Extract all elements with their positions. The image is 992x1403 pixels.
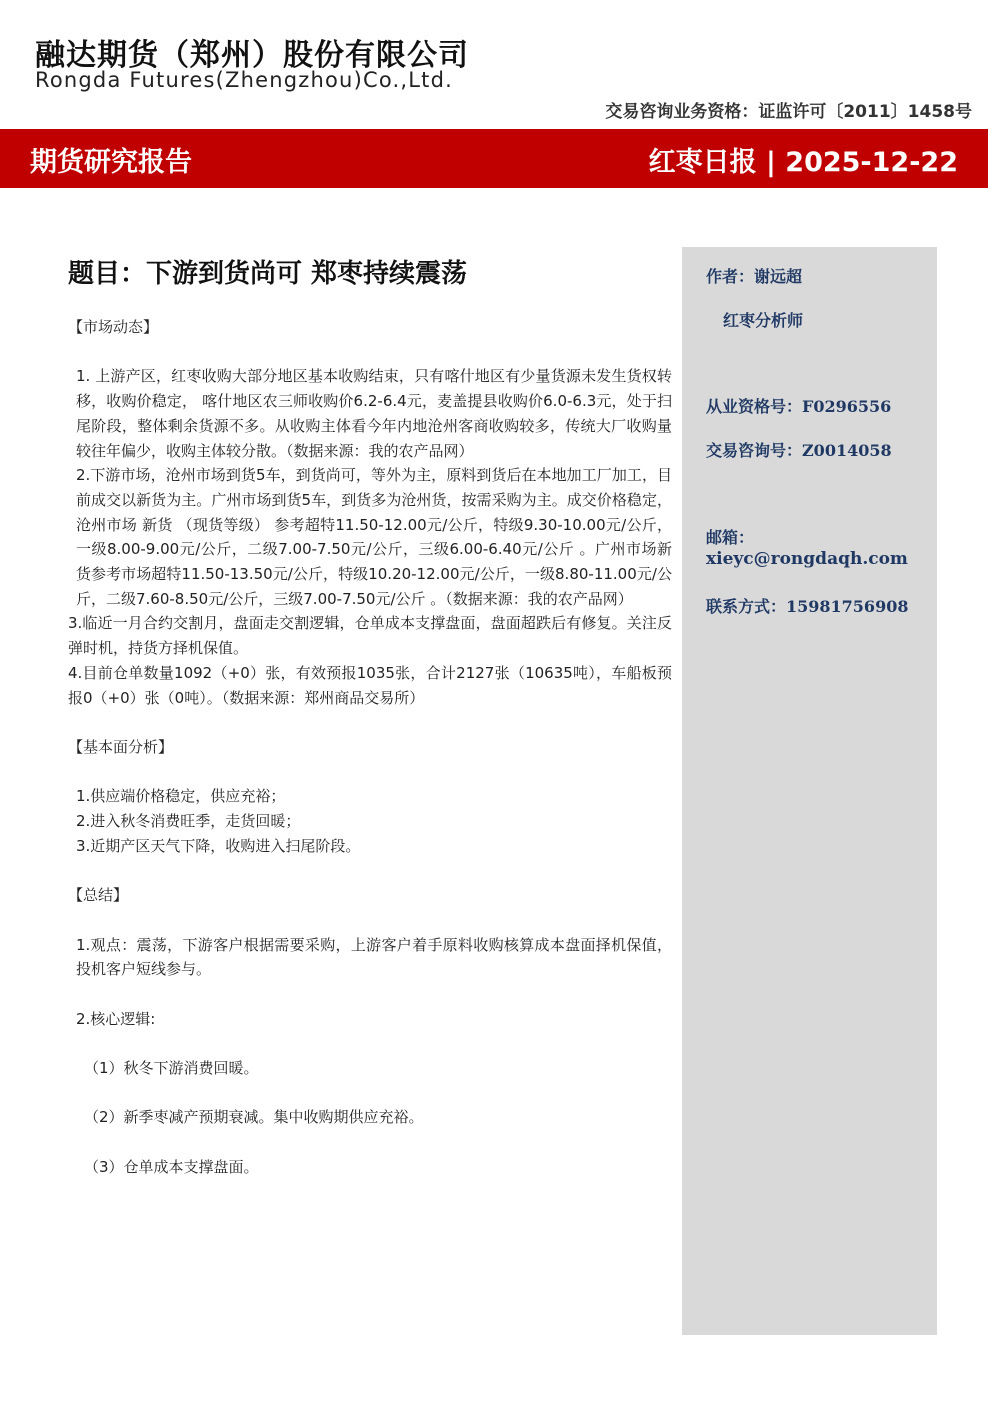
phone-contact: 联系方式：15981756908 (706, 597, 909, 616)
author-sidebar (682, 247, 937, 1335)
report-type: 期货研究报告 (30, 147, 192, 178)
author-role: 红枣分析师 (723, 311, 804, 330)
email-label: 邮箱： (706, 528, 755, 547)
logic-item-3: （3）仓单成本支撑盘面。 (84, 1157, 259, 1176)
section-heading-fundamentals: 【基本面分析】 (68, 737, 174, 756)
report-banner (0, 129, 988, 188)
market-paragraph-3: 3.临近一月合约交割月，盘面走交割逻辑，仓单成本支撑盘面，盘面超跌后有修复。关注反弹时机，持货方择机保值。 (68, 614, 672, 658)
market-paragraph-4: 4.目前仓单数量1092（+0）张，有效预报1035张，合计2127张（10635吨），车船板预报0（+0）张（0吨）。（数据来源：郑州商品交易所） (68, 663, 672, 707)
report-title: 题目：下游到货尚可 郑枣持续震荡 (68, 259, 468, 289)
fundamental-item-2: 2.进入秋冬消费旺季，走货回暖； (76, 812, 301, 831)
report-date-title: 红枣日报 | 2025-12-22 (648, 147, 958, 178)
qualification-number: 从业资格号：F0296556 (706, 397, 892, 416)
consult-number: 交易咨询号：Z0014058 (706, 441, 892, 460)
fundamental-item-3: 3.近期产区天气下降，收购进入扫尾阶段。 (76, 836, 361, 855)
author-name: 作者：谢远超 (706, 267, 803, 286)
logic-item-2: （2）新季枣减产预期衰减。集中收购期供应充裕。 (84, 1108, 424, 1127)
market-paragraph-2: 2.下游市场，沧州市场到货5车，到货尚可，等外为主，原料到货后在本地加工厂加工，目前成交以新货为主。广州市场到货5车，到货多为沧州货，按需采购为主。成交价格稳定，沧州市场 新货 （现货等级） 参考超特11.50-12.00元/公斤，特级9.30-10.00元/公斤，一级8.00-9.00元/公斤，二级7.00-7.50元/公斤，三级6.00-6.40元/公斤 。广州市场新货参考市场超特11.50-13.50元/公斤，特级10.20-12.00元/公斤，一级8.80-11.00元/公斤，二级7.60-8.50元/公斤，三级7.00-7.50元/公斤 。（数据来源：我的农产品网） (76, 466, 672, 608)
section-heading-market: 【市场动态】 (68, 318, 159, 336)
section-heading-summary: 【总结】 (68, 886, 129, 905)
logic-item-1: （1）秋冬下游消费回暖。 (84, 1058, 259, 1077)
summary-logic-heading: 2.核心逻辑: (76, 1009, 156, 1028)
company-name-en: Rongda Futures(Zhengzhou)Co.,Ltd. (35, 68, 453, 92)
report-body (68, 315, 672, 1179)
market-paragraph-1: 1. 上游产区，红枣收购大部分地区基本收购结束，只有喀什地区有少量货源未发生货权转移，收购价稳定， 喀什地区农三师收购价6.2-6.4元，麦盖提县收购价6.0-6.3元，处于扫尾阶段，整体剩余货源不多。从收购主体看今年内地沧州客商收购较多，传统大厂收购量较往年偏少，收购主体较分散。（数据来源：我的农产品网） (76, 367, 672, 460)
license-text: 交易咨询业务资格：证监许可〔2011〕1458号 (605, 102, 972, 122)
fundamental-item-1: 1.供应端价格稳定，供应充裕； (76, 787, 286, 806)
summary-view: 1.观点：震荡，下游客户根据需要采购，上游客户着手原料收购核算成本盘面择机保值，投机客户短线参与。 (76, 935, 672, 979)
company-name-cn: 融达期货（郑州）股份有限公司 (35, 38, 469, 73)
email-link[interactable]: xieyc@rongdaqh.com (706, 549, 908, 569)
